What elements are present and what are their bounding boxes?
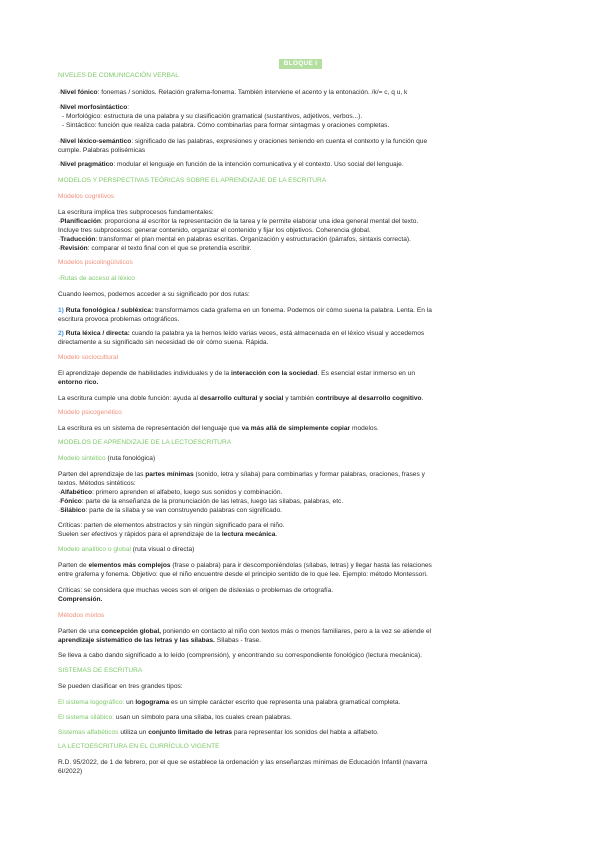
planificacion-cont: Incluye tres subprocesos: generar contenido, organizar el contenido y fijar los objetivos. Coherencia global. — [58, 227, 371, 234]
mixtos-line1: Parten de una concepción global, poniendo en contacto al niño con textos más o menos familiares, pero a la vez se atiende el — [58, 628, 432, 635]
section-title-niveles: NIVELES DE COMUNICACIÓN VERBAL — [58, 72, 179, 79]
mixtos-line3: Se lleva a cabo dando significado a lo leído (comprensión), y encontrando su correspondiente fonológico (lectura mecánica). — [58, 652, 422, 659]
comprension-line: Comprensión. — [58, 596, 103, 603]
sociocultural-line2: entorno rico. — [58, 379, 99, 386]
planificacion-line: ·Planificación: proporciona al escritor la representación de la tarea y le permite elaborar una idea general mental del texto. — [58, 218, 419, 225]
nivel-lexico-cont: cumple. Palabras polisémicas — [58, 147, 146, 154]
bloque-badge: BLOQUE I — [279, 59, 322, 69]
sistemas-intro: Se pueden clasificar en tres grandes tipos: — [58, 683, 183, 690]
nivel-fonico: ·Nivel fónico: fonemas / sonidos. Relación grafema-fonema. También interviene el acento y la entonación. /k/= c, q u, k — [58, 89, 408, 96]
sistema-logografico: El sistema logográfico: un logograma es un simple carácter escrito que representa una palabra gramatical completa. — [58, 699, 401, 706]
subtitle-sintetico: Modelo sintético (ruta fonológica) — [58, 455, 156, 462]
section-title-sistemas: SISTEMAS DE ESCRITURA — [58, 667, 143, 674]
section-title-lectoescritura: MODELOS DE APRENDIZAJE DE LA LECTOESCRITURA — [58, 439, 232, 446]
rd-line1: R.D. 95/2022, de 1 de febrero, por el que se establece la ordenación y las enseñanzas mínimas de Educación Infantil (navarra — [58, 759, 428, 766]
section-title-modelos: MODELOS Y PERSPECTIVAS TEÓRICAS SOBRE EL APRENDIZAJE DE LA ESCRITURA — [58, 177, 327, 184]
subtitle-analitico: Modelo analítico o global (ruta visual o directa) — [58, 546, 195, 553]
rutas-intro: Cuando leemos, podemos acceder a su significado por dos rutas: — [58, 291, 250, 298]
nivel-lexico: ·Nivel léxico-semántico: significado de las palabras, expresiones y oraciones teniendo en cuenta el contexto y la función que — [58, 138, 428, 145]
subtitle-psicolinguisticos: Modelos psicolingüísticos — [58, 259, 133, 266]
subtitle-sociocultural: Modelo sociocultural — [58, 354, 119, 361]
efectivos-line: Suelen ser efectivos y rápidos para el aprendizaje de la lectura mecánica. — [58, 531, 278, 538]
sociocultural-line1: El aprendizaje depende de habilidades individuales y de la interacción con la sociedad. Es esencial estar inmerso en un — [58, 370, 416, 377]
nivel-pragmatico: ·Nivel pragmático: modular el lenguaje en función de la intención comunicativa y el contexto. Uso social del lenguaje. — [58, 161, 404, 168]
ruta-fonologica: 1) Ruta fonológica / subléxica: transformamos cada grafema en un fonema. Podemos oír cómo suena la palabra. Lenta. En la — [58, 307, 432, 314]
traduccion-line: ·Traducción: transformar el plan mental en palabras escritas. Organización y estructuración (párrafos, sintaxis correcta). — [58, 236, 411, 243]
criticas-sintetico: Críticas: parten de elementos abstractos y sin ningún significado para el niño. — [58, 522, 285, 529]
nivel-morfosintactico: ·Nivel morfosintáctico: — [58, 104, 130, 111]
sociocultural-line3: La escritura cumple una doble función: ayuda al desarrollo cultural y social y también contribuye al desarrollo cognitivo. — [58, 395, 424, 402]
subtitle-cognitivos: Modelos cognitivos — [58, 193, 115, 200]
subtitle-mixtos: Métodos mixtos — [58, 612, 105, 619]
ruta-fonologica-cont: escritura provoca problemas ortográficos. — [58, 316, 180, 323]
sistemas-alfabeticos: Sistemas alfabéticos utiliza un conjunto limitado de letras para representar los sonidos del habla a alfabeto. — [58, 729, 379, 736]
ruta-lexica: 2) Ruta léxica / directa: cuando la palabra ya la hemos leído varias veces, está almacenada en el léxico visual y accedemos — [58, 330, 425, 337]
metodo-silabico: ·Silábico: parte de la sílaba y se van construyendo palabras con significado. — [58, 507, 282, 514]
sintetico-line1: Parten del aprendizaje de las partes mínimas (sonido, letra y sílaba) para combinarlas y formar palabras, oraciones, frases y — [58, 471, 425, 478]
subtitle-psicogenetico: Modelo psicogenético — [58, 409, 122, 416]
section-title-curriculo: LA LECTOESCRITURA EN EL CURRÍCULO VIGENTE — [58, 743, 220, 750]
analitico-line2: entre grafema y fonema. Objetivo: que el niño encuentre desde el principio sentido de lo que lee. Ejemplo: método Montessori. — [58, 571, 428, 578]
mixtos-line2: aprendizaje sistemático de las letras y las sílabas. Sílabas - frase. — [58, 637, 262, 644]
metodo-alfabetico: ·Alfabético: primero aprenden el alfabeto, luego sus sonidos y combinación. — [58, 489, 283, 496]
rd-line2: 6I/2022) — [58, 768, 83, 775]
psicogenetico-line: La escritura es un sistema de representación del lenguaje que va más allá de simplemente copiar modelos. — [58, 425, 379, 432]
morfologico-line: - Morfológico: estructura de una palabra y su clasificación gramatical (sustantivos, adjetivos, verbos...). — [62, 113, 363, 120]
subtitle-rutas: -Rutas de acceso al léxico — [58, 275, 135, 282]
criticas-analitico: Críticas: se considera que muchas veces son el origen de dislexias o problemas de ortografía. — [58, 587, 334, 594]
cognitivos-intro: La escritura implica tres subprocesos fundamentales: — [58, 209, 214, 216]
ruta-lexica-cont: directamente a su significado sin necesidad de oír cómo suena. Rápida. — [58, 339, 269, 346]
metodo-fonico: ·Fónico: parte de la enseñanza de la pronunciación de las letras, luego las sílabas, palabras, etc. — [58, 498, 344, 505]
sistema-silabico: El sistema silábico: usan un símbolo para una sílaba, los cuales crean palabras. — [58, 714, 292, 721]
analitico-line1: Parten de elementos más complejos (frase o palabra) para ir descomponiéndolas (sílabas, letras) y llegar hasta las relaciones — [58, 562, 432, 569]
sintetico-line2: textos. Métodos sintéticos: — [58, 480, 136, 487]
sintactico-line: - Sintáctico: función que realiza cada palabra. Cómo combinarlas para formar sintagmas y oraciones completas. — [62, 122, 390, 129]
revision-line: ·Revisión: comparar el texto final con el que se pretendía escribir. — [58, 245, 252, 252]
